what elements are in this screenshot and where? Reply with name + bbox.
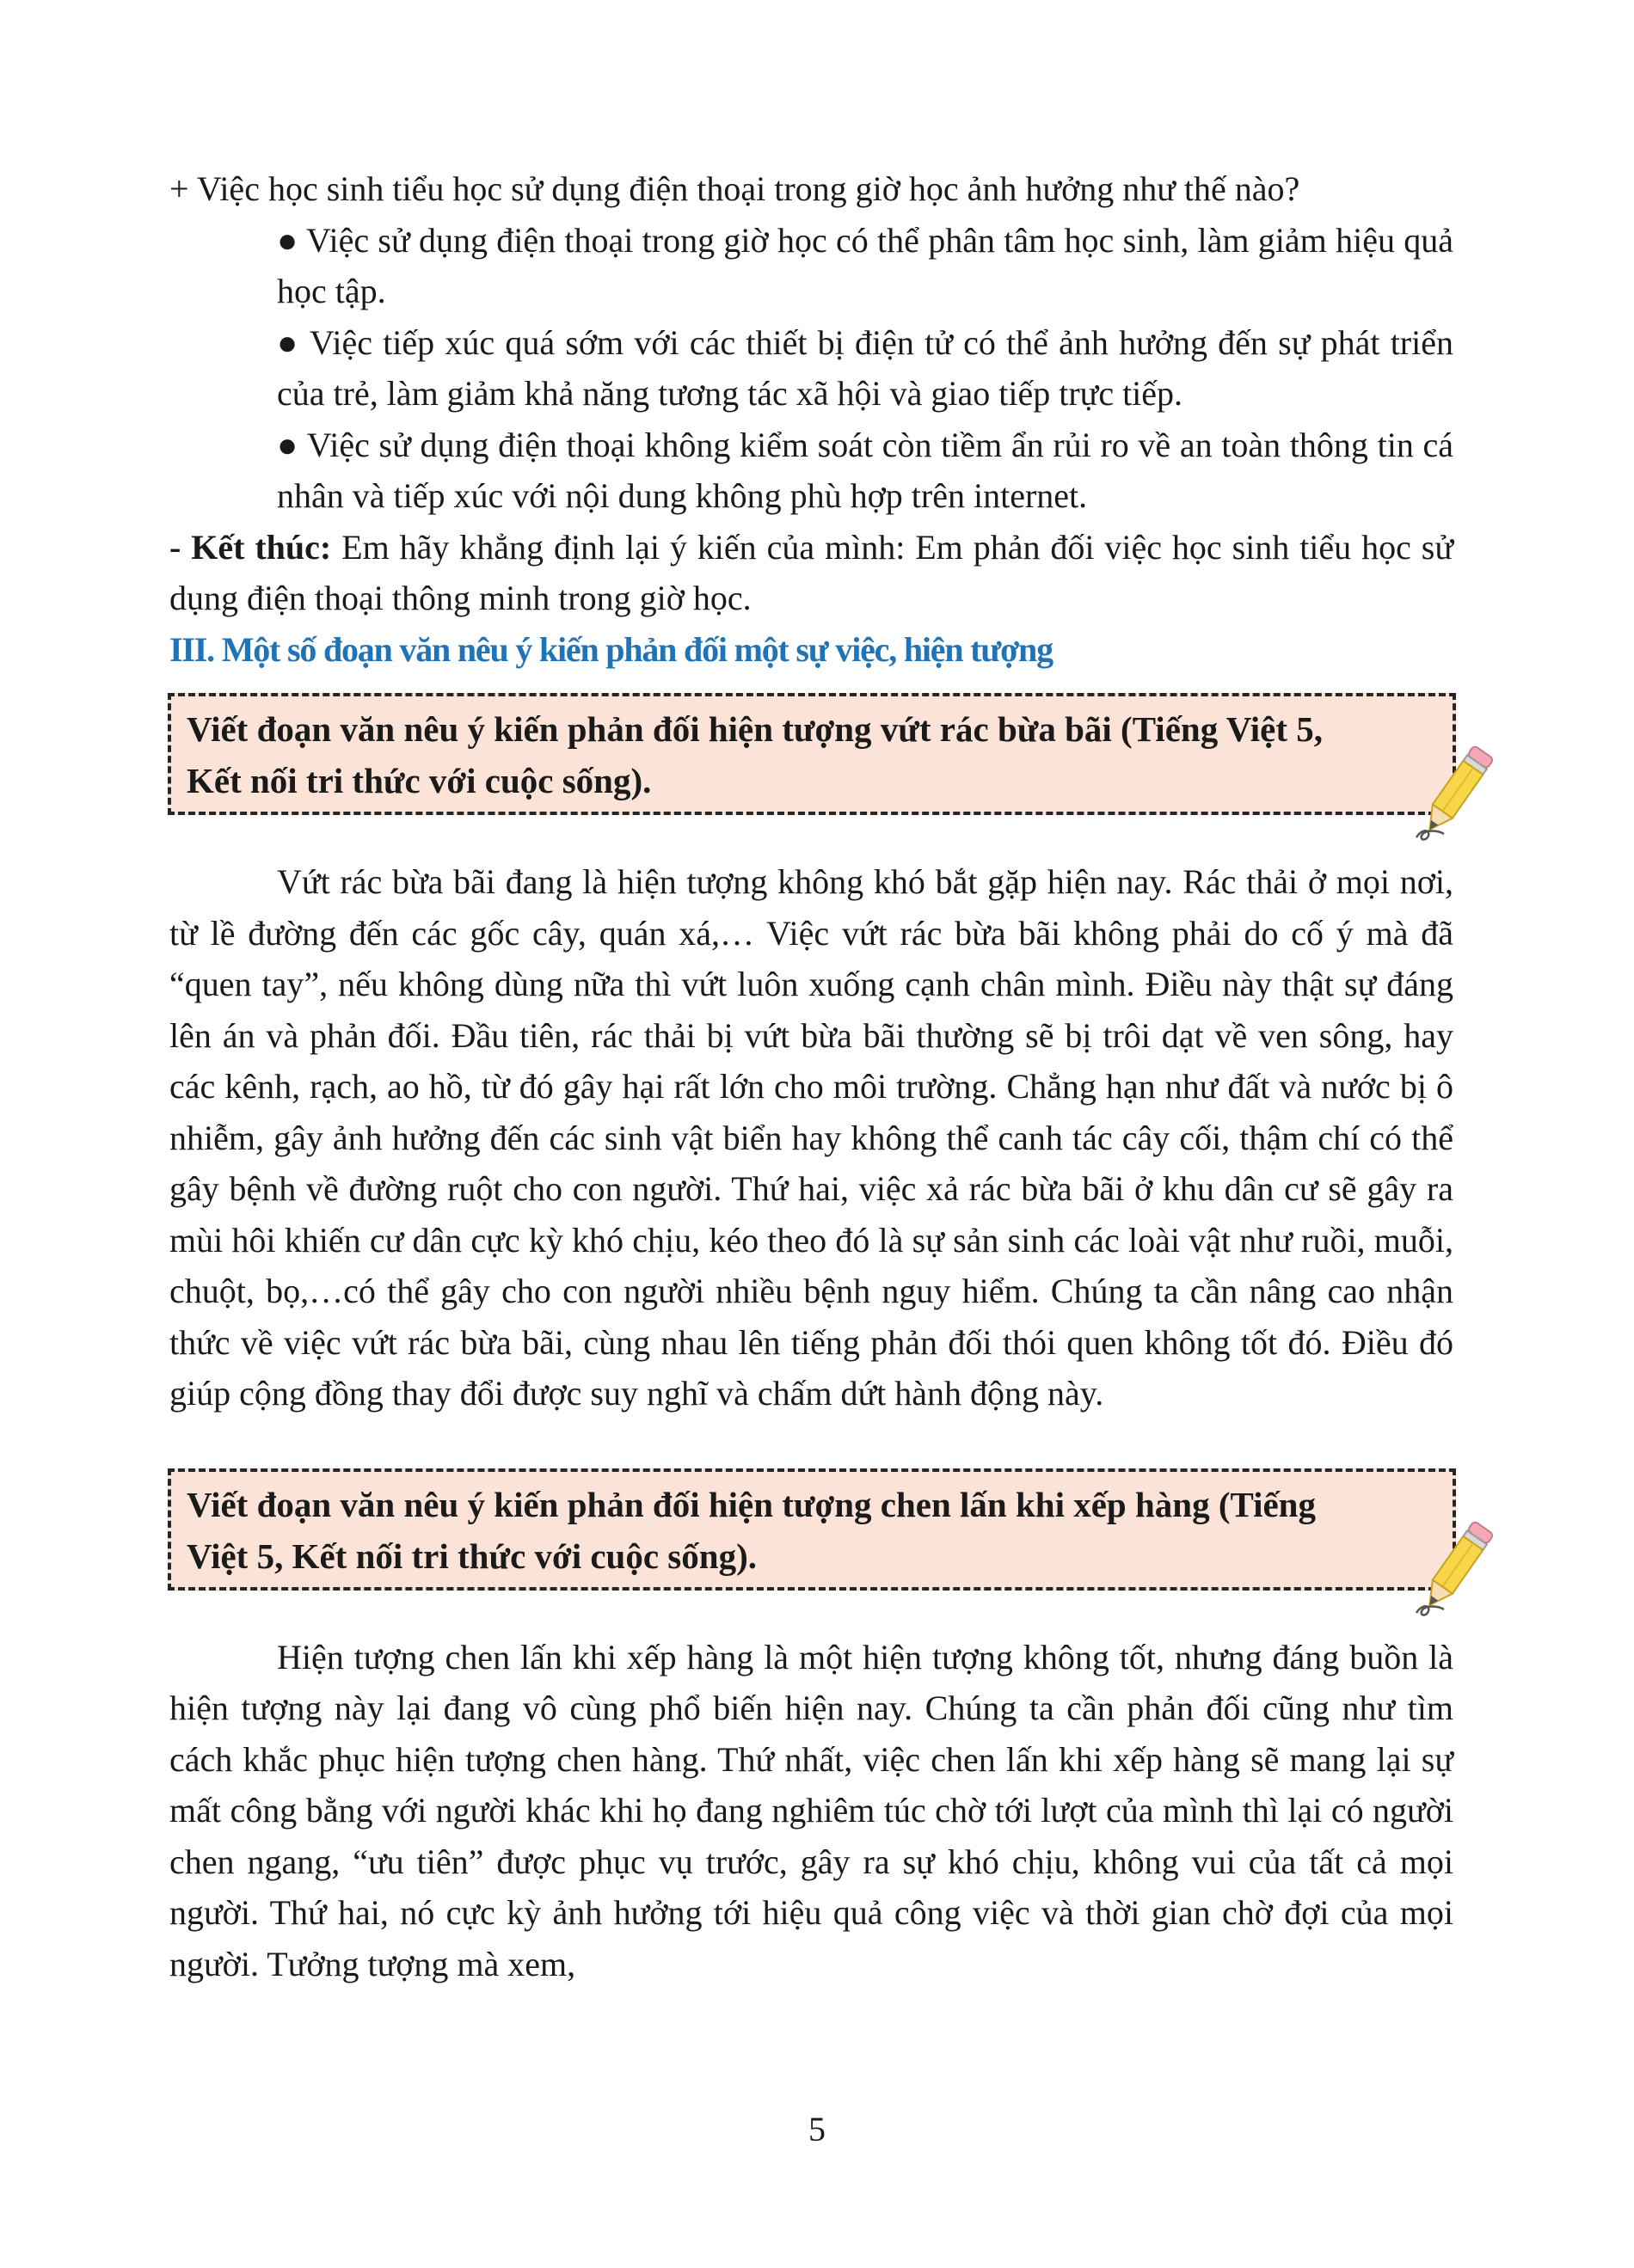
conclusion-text: Em hãy khẳng định lại ý kiến của mình: Em phản đối việc học sinh tiểu học sử dụng điện thoại thông minh trong giờ học. [169, 527, 1453, 617]
pencil-icon [1408, 736, 1502, 848]
task-box-1-line-1: Viết đoạn văn nêu ý kiến phản đối hiện tượng vứt rác bừa bãi (Tiếng Việt 5, [187, 709, 1324, 749]
page-number: 5 [808, 2110, 826, 2148]
pencil-icon [1408, 1511, 1502, 1623]
paragraph-2: Hiện tượng chen lấn khi xếp hàng là một hiện tượng không tốt, nhưng đáng buồn là hiện tượng này lại đang vô cùng phổ biến hiện nay. Chúng ta cần phản đối cũng như tìm cách khắc phục hiện tượng chen hàng. Thứ nhất, việc chen lấn khi xếp hàng sẽ mang lại sự mất công bằng với người khác khi họ đang nghiêm túc chờ tới lượt của mình thì lại có người chen ngang, “ưu tiên” được phục vụ trước, gây ra sự khó chịu, không vui của tất cả mọi người. Thứ hai, nó cực kỳ ảnh hưởng tới hiệu quả công việc và thời gian chờ đợi của mọi người. Tưởng tượng mà xem, [169, 1637, 1453, 1983]
task-box-2-line-2: Việt 5, Kết nối tri thức với cuộc sống). [187, 1535, 757, 1576]
section-heading: III. Một số đoạn văn nêu ý kiến phản đối một sự việc, hiện tượng [169, 629, 1053, 669]
conclusion-paragraph [169, 522, 1453, 624]
task-box-2-line-1: Viết đoạn văn nêu ý kiến phản đối hiện tượng chen lấn khi xếp hàng (Tiếng [187, 1484, 1316, 1524]
task-box-1 [168, 693, 1456, 815]
bullet-item-1: ● Việc sử dụng điện thoại trong giờ học có thể phân tâm học sinh, làm giảm hiệu quả học tập. [277, 220, 1453, 310]
task-box-1-line-2: Kết nối tri thức với cuộc sống). [187, 761, 652, 800]
page-content [169, 163, 1453, 1989]
task-box-2 [168, 1468, 1456, 1591]
bullet-item-3: ● Việc sử dụng điện thoại không kiểm soát còn tiềm ẩn rủi ro về an toàn thông tin cá nhân và tiếp xúc với nội dung không phù hợp trên internet. [277, 425, 1453, 515]
question-line: + Việc học sinh tiểu học sử dụng điện thoại trong giờ học ảnh hưởng như thế nào? [169, 169, 1300, 208]
conclusion-label: - Kết thúc: [169, 527, 332, 567]
bullet-item-2: ● Việc tiếp xúc quá sớm với các thiết bị điện tử có thể ảnh hưởng đến sự phát triển của trẻ, làm giảm khả năng tương tác xã hội và giao tiếp trực tiếp. [277, 322, 1453, 413]
paragraph-1: Vứt rác bừa bãi đang là hiện tượng không khó bắt gặp hiện nay. Rác thải ở mọi nơi, từ lề đường đến các gốc cây, quán xá,… Việc vứt rác bừa bãi không phải do cố ý mà đã “quen tay”, nếu không dùng nữa thì vứt luôn xuống cạnh chân mình. Điều này thật sự đáng lên án và phản đối. Đầu tiên, rác thải bị vứt bừa bãi thường sẽ bị trôi dạt về ven sông, hay các kênh, rạch, ao hồ, từ đó gây hại rất lớn cho môi trường. Chẳng hạn như đất và nước bị ô nhiễm, gây ảnh hưởng đến các sinh vật biển hay không thể canh tác cây cối, thậm chí có thể gây bệnh về đường ruột cho con người. Thứ hai, việc xả rác bừa bãi ở khu dân cư sẽ gây ra mùi hôi khiến cư dân cực kỳ khó chịu, kéo theo đó là sự sản sinh các loài vật như ruồi, muỗi, chuột, bọ,…có thể gây cho con người nhiều bệnh nguy hiểm. Chúng ta cần nâng cao nhận thức về việc vứt rác bừa bãi, cùng nhau lên tiếng phản đối thói quen không tốt đó. Điều đó giúp cộng đồng thay đổi được suy nghĩ và chấm dứt hành động này. [169, 862, 1453, 1413]
